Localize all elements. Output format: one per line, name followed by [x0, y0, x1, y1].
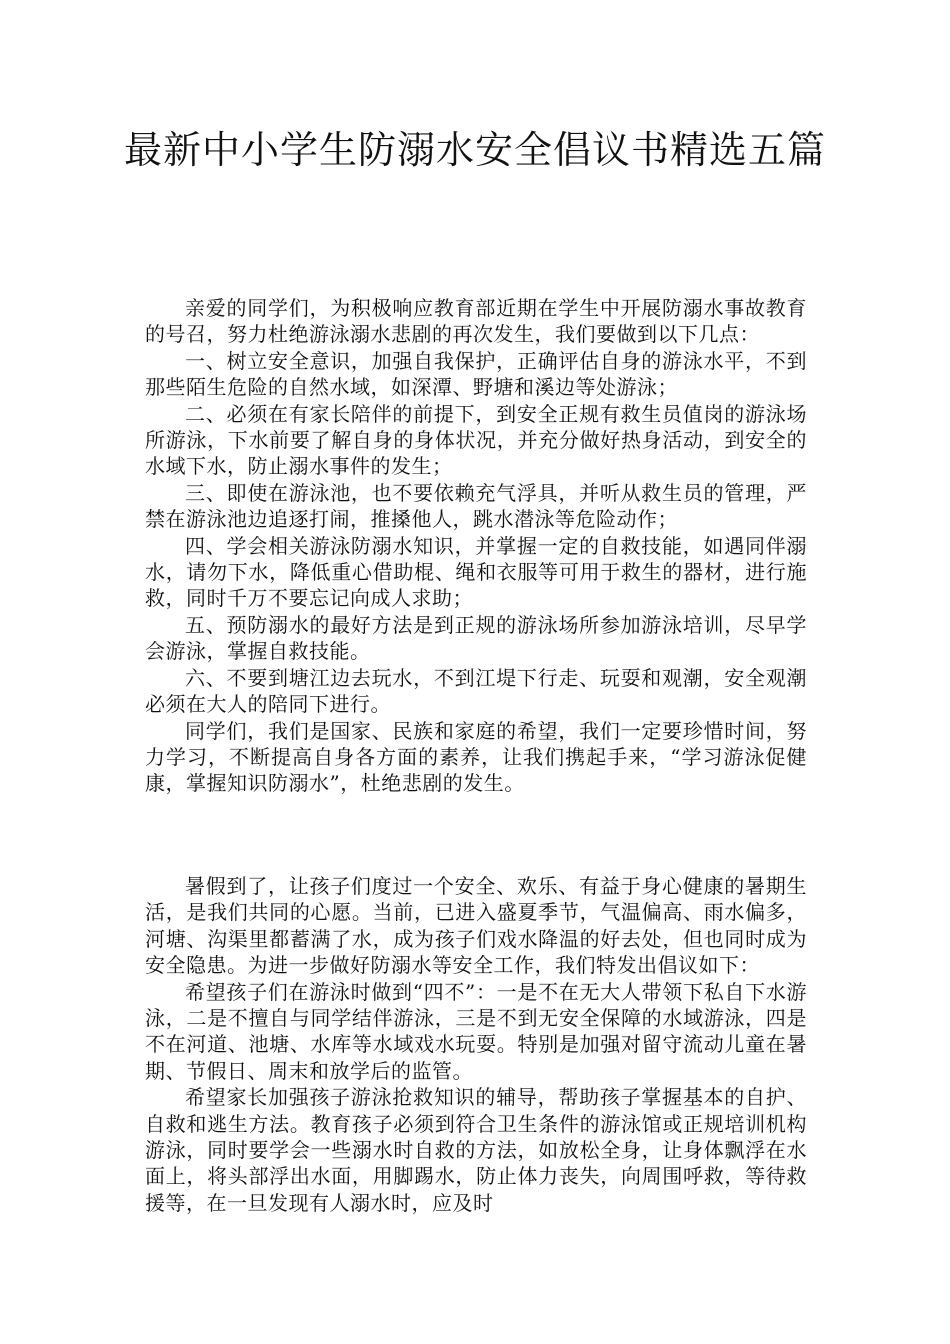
paragraph: 希望家长加强孩子游泳抢救知识的辅导，帮助孩子掌握基本的自护、自救和逃生方法。教育孩子必须到符合卫生条件的游泳馆或正规培训机构游泳，同时要学会一些溺水时自救的方法，如放松全身，让身体飘浮在水面上，将头部浮出水面，用脚踢水，防止体力丧失，向周围呼救，等待救援等，在一旦发现有人溺水时，应及时 — [145, 1085, 807, 1215]
letter-section-1 — [145, 295, 807, 797]
paragraph: 希望孩子们在游泳时做到“四不”：一是不在无大人带领下私自下水游泳，二是不擅自与同学结伴游泳，三是不到无安全保障的水域游泳，四是不在河道、池塘、水库等水域戏水玩耍。特别是加强对留守流动儿童在暑期、节假日、周末和放学后的监管。 — [145, 979, 807, 1083]
paragraph: 同学们，我们是国家、民族和家庭的希望，我们一定要珍惜时间，努力学习，不断提高自身各方面的素养，让我们携起手来，“学习游泳促健康，掌握知识防溺水”，杜绝悲剧的发生。 — [145, 718, 807, 796]
letter-section-2 — [145, 873, 807, 1216]
paragraph: 二、必须在有家长陪伴的前提下，到安全正规有救生员值岗的游泳场所游泳，下水前要了解自身的身体状况，并充分做好热身活动，到安全的水域下水，防止溺水事件的发生； — [145, 401, 807, 479]
paragraph: 六、不要到塘江边去玩水，不到江堤下行走、玩耍和观潮，安全观潮必须在大人的陪同下进行。 — [145, 665, 807, 717]
paragraph: 五、预防溺水的最好方法是到正规的游泳场所参加游泳培训，尽早学会游泳，掌握自救技能。 — [145, 612, 807, 664]
paragraph: 暑假到了，让孩子们度过一个安全、欢乐、有益于身心健康的暑期生活，是我们共同的心愿。当前，已进入盛夏季节，气温偏高、雨水偏多，河塘、沟渠里都蓄满了水，成为孩子们戏水降温的好去处，但也同时成为安全隐患。为进一步做好防溺水等安全工作，我们特发出倡议如下： — [145, 874, 807, 978]
document-title: 最新中小学生防溺水安全倡议书精选五篇 — [123, 128, 826, 172]
paragraph: 亲爱的同学们，为积极响应教育部近期在学生中开展防溺水事故教育的号召，努力杜绝游泳溺水悲剧的再次发生，我们要做到以下几点： — [145, 296, 807, 347]
paragraph: 三、即使在游泳池，也不要依赖充气浮具，并听从救生员的管理，严禁在游泳池边追逐打闹，推搡他人，跳水潜泳等危险动作； — [145, 480, 807, 532]
paragraph: 一、树立安全意识，加强自我保护，正确评估自身的游泳水平，不到那些陌生危险的自然水域，如深潭、野塘和溪边等处游泳； — [145, 348, 807, 400]
paragraph: 四、学会相关游泳防溺水知识，并掌握一定的自救技能，如遇同伴溺水，请勿下水，降低重心借助棍、绳和衣服等可用于救生的器材，进行施救，同时千万不要忘记向成人求助； — [145, 533, 807, 611]
